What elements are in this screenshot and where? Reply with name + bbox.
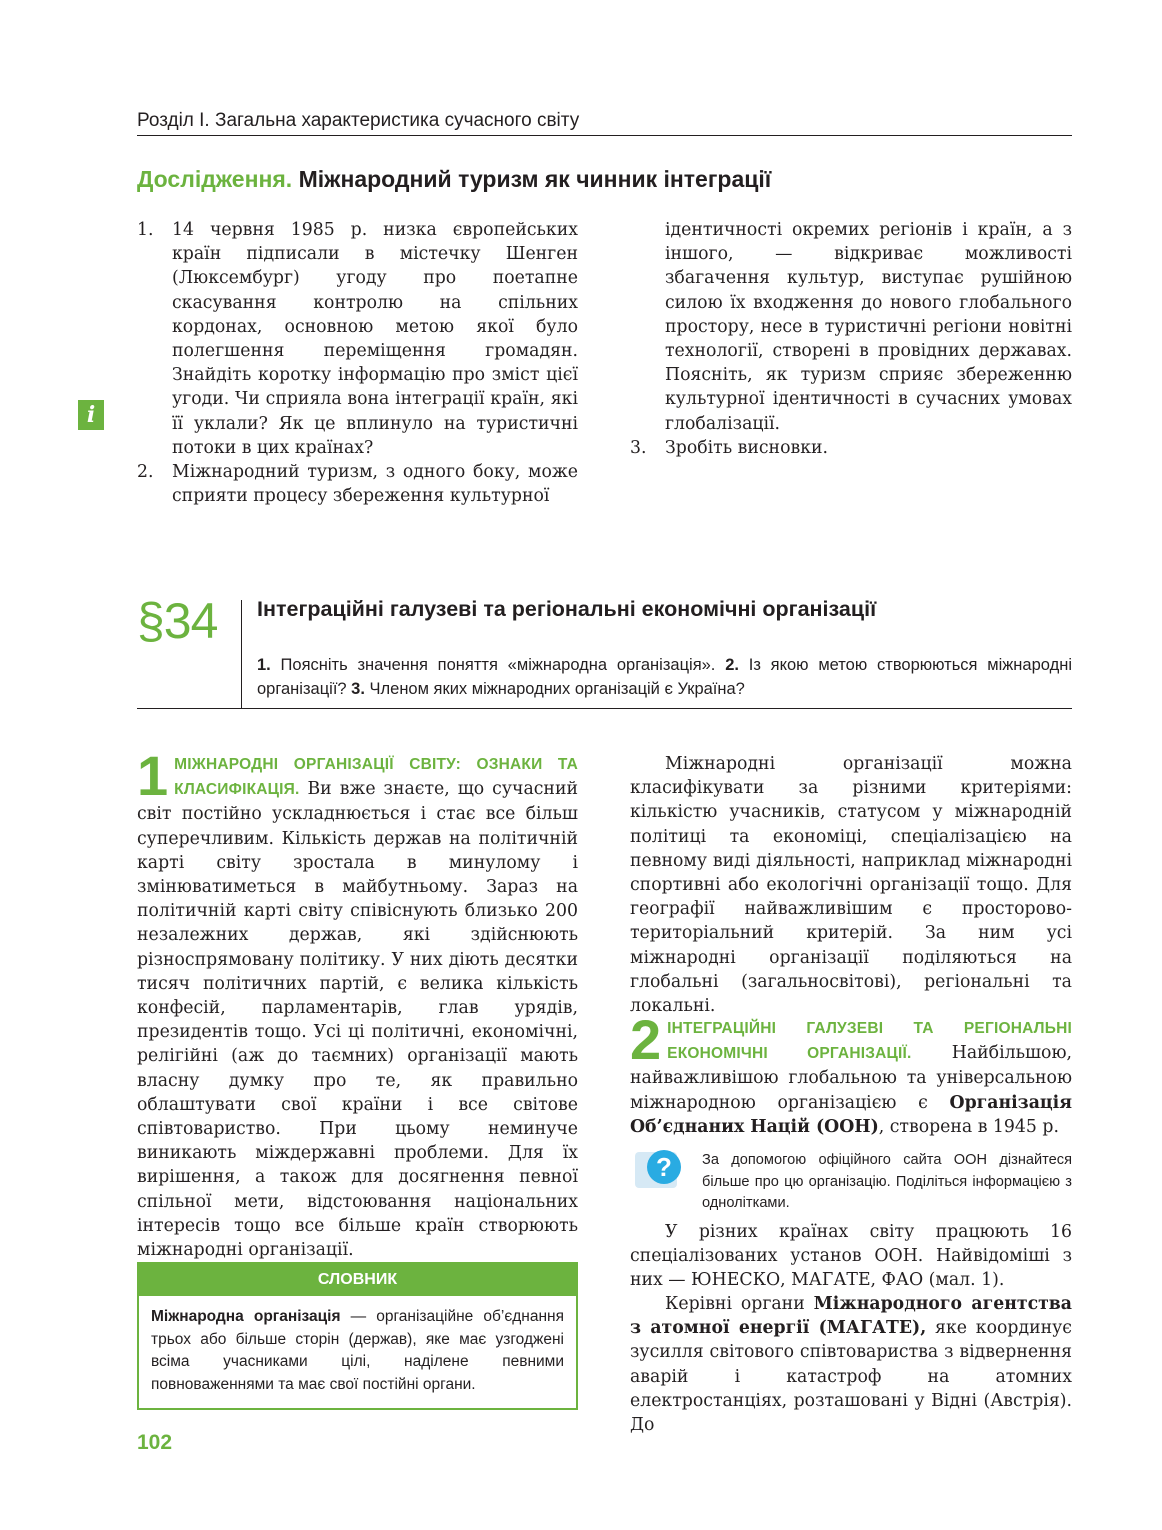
section-1-text: Ви вже знаєте, що сучасний світ постійно ускладнюється і стає все більш суперечливим. Кількість держав на політичній карті світу зростала в минулому і змінюватиметься в майбутньому. Зараз на політичній карті світу співіснують близько 200 незалежних держав, які здійснюють різноспрямовану політику. У них діють десятки тисяч політичних партій, є велика кількість конфесій, парламентарів, глав урядів, президентів тощо. Усі ці політичні, економічні, релігійні (аж до таємних) організації мають власну думку про те, як правильно облаштувати свої країни і все світове співтовариство. При цьому неминуче виникають міждержавні проблеми. Для їх вирішення, а також для досягнення певної спільної мети, відстоювання національних інтересів тощо все більше країн створюють міжнародні організації. xyxy=(137,779,578,1261)
info-icon: i xyxy=(78,400,104,430)
glossary-body xyxy=(139,1296,576,1408)
research-item-2: 2. Міжнародний туризм, з одного боку, може сприяти процесу збереження культурної xyxy=(137,462,578,507)
research-item-2-cont: ідентичності окремих регіонів і країн, а з іншого, — відкриває можливості збагачення культур, виступає рушійною силою їх входження до нового глобального простору, несе в туристичні регіони новітні технології, створені в провідних державах. Поясніть, як туризм сприяє збереженню культурної ідентичності в сучасних умовах глобалізації. xyxy=(665,220,1072,434)
research-col-right xyxy=(630,218,1072,460)
paragraph-divider xyxy=(241,600,242,708)
section-2: 2 ІНТЕГРАЦІЙНІ ГАЛУЗЕВІ ТА РЕГІОНАЛЬНІ ЕКОНОМІЧНІ ОРГАНІЗАЦІЇ. Найбільшою, найважливішою глобальною та універсальною міжнародною організацією є Організація Об’єднаних Націй (ООН), створена в 1945 р. xyxy=(630,1008,1073,1137)
question-mark-icon xyxy=(635,1146,685,1192)
section-2-number: 2 xyxy=(630,1008,662,1071)
paragraph-number: §34 xyxy=(137,593,218,649)
research-item-1: 1. 14 червня 1985 р. низка європейських країн підписали в містечку Шенген (Люксембург) угоду про поетапне скасування контролю на спільних кордонах, основною метою якої було полегшення переміщення громадян. Знайдіть коротку інформацію про зміст цієї угоди. Чи сприяла вона інтеграції країн, які її уклали? Як це вплинуло на туристичні потоки в цих країнах? xyxy=(137,220,578,458)
section-1-number: 1 xyxy=(137,744,169,807)
paragraph-title: Інтеграційні галузеві та регіональні економічні організації xyxy=(257,597,877,621)
research-label: Дослідження. xyxy=(137,166,293,192)
glossary-definition: — організаційне об’єднання трьох або більше сторін (держав), яке має узгоджені всіма учасниками цілі, наділене певними повноваженнями та має свої постійні органи. xyxy=(151,1308,564,1393)
paragraph-questions: 1. Поясніть значення поняття «міжнародна організація». 2. Із якою метою створюються міжнародні організації? 3. Членом яких міжнародних організацій є Україна? xyxy=(257,656,1072,698)
glossary-box xyxy=(137,1262,578,1410)
iaea-paragraph: Керівні органи Міжнародного агентства з атомної енергії (МАГАТЕ), яке координує зусилля світового співтовариства з відвернення аварій і катастроф на атомних електростанціях, розташовані у Відні (Австрія). До xyxy=(630,1294,1073,1436)
research-item-3: 3. Зробіть висновки. xyxy=(630,437,829,458)
glossary-title: СЛОВНИК xyxy=(139,1264,576,1296)
research-title xyxy=(137,166,771,193)
section-2-heading: ІНТЕГРАЦІЙНІ ГАЛУЗЕВІ ТА РЕГІОНАЛЬНІ ЕКОНОМІЧНІ ОРГАНІЗАЦІЇ. xyxy=(667,1020,1072,1063)
research-col-left xyxy=(137,218,578,508)
classification-paragraph: Міжнародні організації можна класифікувати за різними критеріями: кількістю учасників, статусом у міжнародній політиці та економіці, спеціалізацією на певному виді діяльності, наприклад міжнародні спортивні або екологічні організації тощо. Для географії найважливішим є просторово-територіальний критерій. За ним усі міжнародні організації поділяються на глобальні (загальносвітові), регіональні та локальні. xyxy=(630,754,1072,1017)
section-1 xyxy=(137,744,578,1262)
agencies-paragraph: У різних країнах світу працюють 16 спеціалізованих установ ООН. Найвідоміші з них — ЮНЕСКО, МАГАТЕ, ФАО (мал. 1). xyxy=(630,1222,1072,1291)
tip-text: За допомогою офіційного сайта ООН дізнайтеся більше про цю організацію. Поділіться інформацією з однолітками. xyxy=(702,1152,1072,1211)
paragraph-bottom-rule xyxy=(137,708,1072,709)
svg-text:?: ? xyxy=(656,1152,672,1182)
glossary-term: Міжнародна організація xyxy=(151,1308,341,1325)
section-1-heading: МІЖНАРОДНІ ОРГАНІЗАЦІЇ СВІТУ: ОЗНАКИ ТА КЛАСИФІКАЦІЯ. xyxy=(174,756,578,799)
research-heading: Міжнародний туризм як чинник інтеграції xyxy=(298,166,772,192)
chapter-header: Розділ І. Загальна характеристика сучасного світу xyxy=(137,110,580,131)
header-divider xyxy=(137,135,1072,136)
page-number: 102 xyxy=(137,1431,173,1454)
